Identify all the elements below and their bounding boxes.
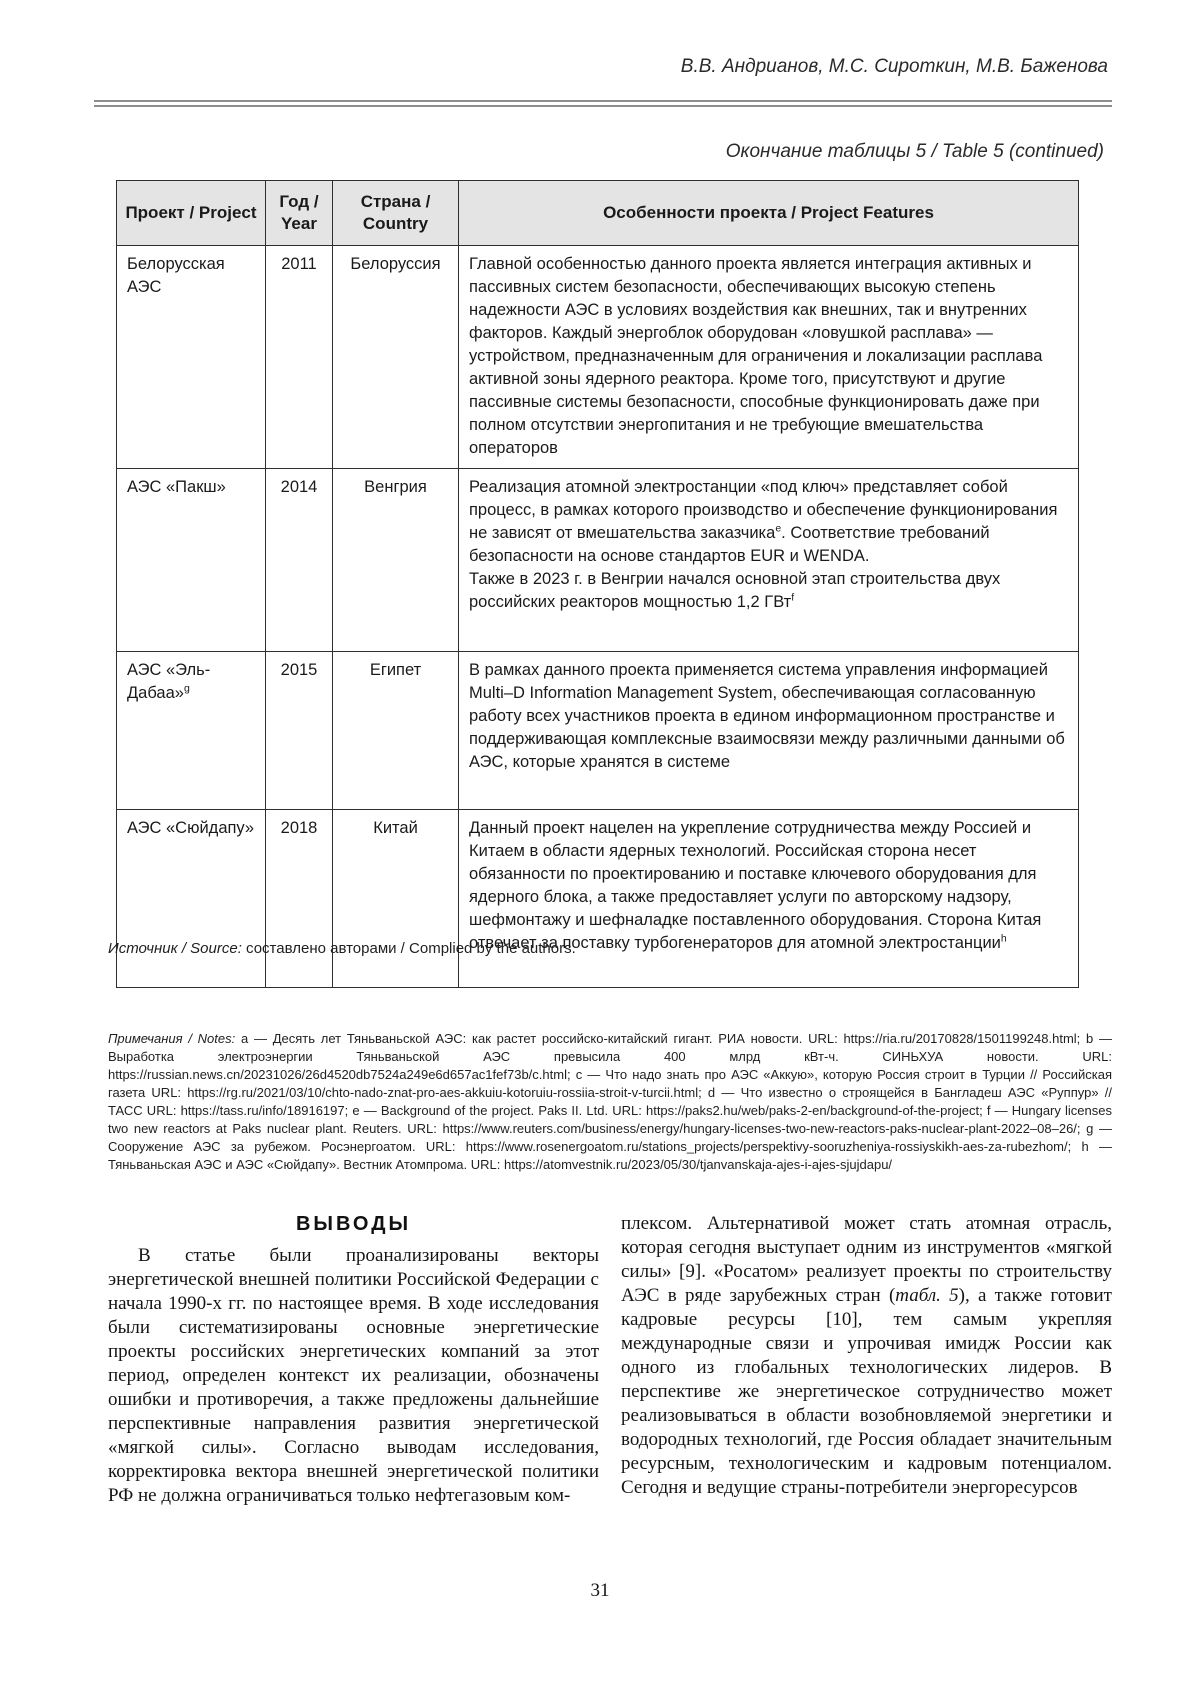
project-name: АЭС «Эль-Дабаа» bbox=[127, 661, 211, 702]
projects-table bbox=[116, 180, 1079, 988]
table-continued-caption: Окончание таблицы 5 / Table 5 (continued) bbox=[725, 141, 1104, 162]
country-cell: Египет bbox=[333, 652, 459, 810]
project-cell bbox=[117, 652, 266, 810]
table-row-belarus bbox=[117, 246, 1079, 469]
project-cell: Белорусская АЭС bbox=[117, 246, 266, 469]
footnote-marker-e: e bbox=[775, 522, 782, 535]
conclusions-left-paragraph: В статье были проанализированы векторы энергетической внешней политики Российской Федерации с начала 1990-х гг. по настоящее время. В ходе исследования были систематизированы основные энергетические проекты российских энергетических компаний за этот период, определен контекст их реализации, обозначены ошибки и противоречия, а также предложены дальнейшие перспективные направления развития энергетической «мягкой силы». Согласно выводам исследования, корректировка вектора внешней энергетической политики РФ не должна ограничиваться только нефтегазовым ком- bbox=[108, 1245, 599, 1506]
conclusions-right-column bbox=[621, 1212, 1112, 1508]
footnote-marker-f: f bbox=[791, 591, 795, 604]
project-cell: АЭС «Сюйдапу» bbox=[117, 810, 266, 988]
column-header-features: Особенности проекта / Project Features bbox=[459, 181, 1079, 246]
column-header-country: Страна / Country bbox=[333, 181, 459, 246]
conclusions-left-column bbox=[108, 1212, 599, 1508]
footnote-marker-g: g bbox=[183, 682, 190, 695]
conclusions-section bbox=[108, 1212, 1112, 1508]
column-header-year: Год / Year bbox=[266, 181, 333, 246]
conclusions-right-paragraph bbox=[621, 1212, 1112, 1500]
table-header-row bbox=[117, 181, 1079, 246]
notes-label: Примечания / Notes: bbox=[108, 1031, 236, 1046]
table-source-line bbox=[108, 940, 576, 957]
features-cell bbox=[459, 810, 1079, 988]
source-text: составлено авторами / Complied by the authors. bbox=[246, 940, 576, 957]
table-reference: табл. 5 bbox=[895, 1285, 959, 1306]
features-cell: В рамках данного проекта применяется система управления информацией Multi–D Information Management System, обеспечивающая согласованную работу всех участников проекта в едином информационном пространстве и поддерживающая комплексные взаимосвязи между различными данными об АЭС, которые хранятся в системе bbox=[459, 652, 1079, 810]
body-text: ), а также готовит кадровые ресурсы [10], тем самым укрепляя международные связи и упрочивая имидж России как одного из глобальных технологических лидеров. В перспективе же энергетическое сотрудничество может реализовываться в области возобновляемой энергетики и водородных технологий, где Россия обладает значительным ресурсным, технологическим и кадровым потенциалом. Сегодня и ведущие страны-потребители энергоресурсов bbox=[621, 1285, 1112, 1498]
features-cell: Главной особенностью данного проекта является интеграция активных и пассивных систем безопасности, обеспечивающих высокую степень надежности АЭС в условиях воздействия как внешних, так и внутренних факторов. Каждый энергоблок оборудован «ловушкой расплава» — устройством, предназначенным для ограничения и локализации расплава активной зоны ядерного реактора. Кроме того, присутствуют и другие пассивные системы безопасности, способные функционировать даже при полном отсутствии энергопитания и не требующие вмешательства операторов bbox=[459, 246, 1079, 469]
country-cell: Китай bbox=[333, 810, 459, 988]
country-cell: Белоруссия bbox=[333, 246, 459, 469]
year-cell: 2014 bbox=[266, 469, 333, 652]
table-row-xudapu bbox=[117, 810, 1079, 988]
year-cell: 2015 bbox=[266, 652, 333, 810]
footnote-marker-h: h bbox=[1000, 932, 1007, 945]
page-number: 31 bbox=[590, 1580, 610, 1601]
notes-text: a — Десять лет Тяньваньской АЭС: как растет российско-китайский гигант. РИА новости. URL: https://ria.ru/20170828/1501199248.html; b — Выработка электроэнергии Тяньваньской АЭС превысила 400 млрд кВт-ч. СИНЬХУА новости. URL: https://russian.news.cn/20231026/26d4520db7524a249e6d657ac1fef73b/c.html; c — Что надо знать про АЭС «Аккую», которую Россия строит в Турции // Российская газета URL: https://rg.ru/2021/03/10/chto-nado-znat-pro-aes-akkuiu-kotoruiu-rossiia-stroit-v-turcii.html; d — Что известно о строящейся в Бангладеш АЭС «Руппур» // ТАСС URL: https://tass.ru/info/18916197; e — Background of the project. Paks II. Ltd. URL: https://paks2.hu/web/paks-2-en/background-of-the-project; f — Hungary licenses two new reactors at Paks nuclear plant. Reuters. URL: https://www.reuters.com/business/energy/hungary-licenses-two-new-reactors-paks-nuclear-plant-2022–08–26/; g — Сооружение АЭС за рубежом. Росэнергоатом. URL: https://www.rosenergoatom.ru/stations_projects/perspektivy-sooruzheniya-rossiyskikh-aes-za-rubezhom/; h — Тяньваньская АЭС и АЭС «Сюйдапу». Вестник Атомпрома. URL: https://atomvestnik.ru/2023/05/30/tjanvanskaja-ajes-i-ajes-sjujdapu/ bbox=[108, 1031, 1112, 1172]
running-head-authors: В.В. Андрианов, М.С. Сироткин, М.В. Баженова bbox=[680, 56, 1108, 77]
body-text: плексом. Альтернативой может стать атомная отрасль, которая сегодня выступает одним из инструментов «мягкой силы» [9]. «Росатом» реализует проекты по строительству АЭС в ряде зарубежных стран ( bbox=[621, 1213, 1112, 1306]
source-label: Источник / Source: bbox=[108, 940, 242, 957]
country-cell: Венгрия bbox=[333, 469, 459, 652]
column-header-project: Проект / Project bbox=[117, 181, 266, 246]
table-notes bbox=[108, 1030, 1112, 1174]
year-cell: 2018 bbox=[266, 810, 333, 988]
features-text: Реализация атомной электростанции «под ключ» представляет собой процесс, в рамках которого производство и обеспечение функционирования не зависят от вмешательства заказчика bbox=[469, 478, 1058, 542]
features-text: Данный проект нацелен на укрепление сотрудничества между Россией и Китаем в области ядерных технологий. Российская сторона несет обязанности по проектированию и поставке ключевого оборудования для ядерного блока, а также предоставляет услуги по авторскому надзору, шефмонтажу и шефналадке поставленного оборудования. Сторона Китая отвечает за поставку турбогенераторов для атомной электростанции bbox=[469, 819, 1042, 952]
table-row-paks bbox=[117, 469, 1079, 652]
features-text: . Соответствие требований безопасности на основе стандартов EUR и WENDA. Также в 2023 г. в Венгрии начался основной этап строительства двух российских реакторов мощностью 1,2 ГВт bbox=[469, 524, 1001, 611]
header-double-rule bbox=[94, 100, 1112, 107]
features-cell bbox=[459, 469, 1079, 652]
project-cell: АЭС «Пакш» bbox=[117, 469, 266, 652]
conclusions-heading: ВЫВОДЫ bbox=[295, 1213, 412, 1235]
table-row-el-dabaa bbox=[117, 652, 1079, 810]
year-cell: 2011 bbox=[266, 246, 333, 469]
